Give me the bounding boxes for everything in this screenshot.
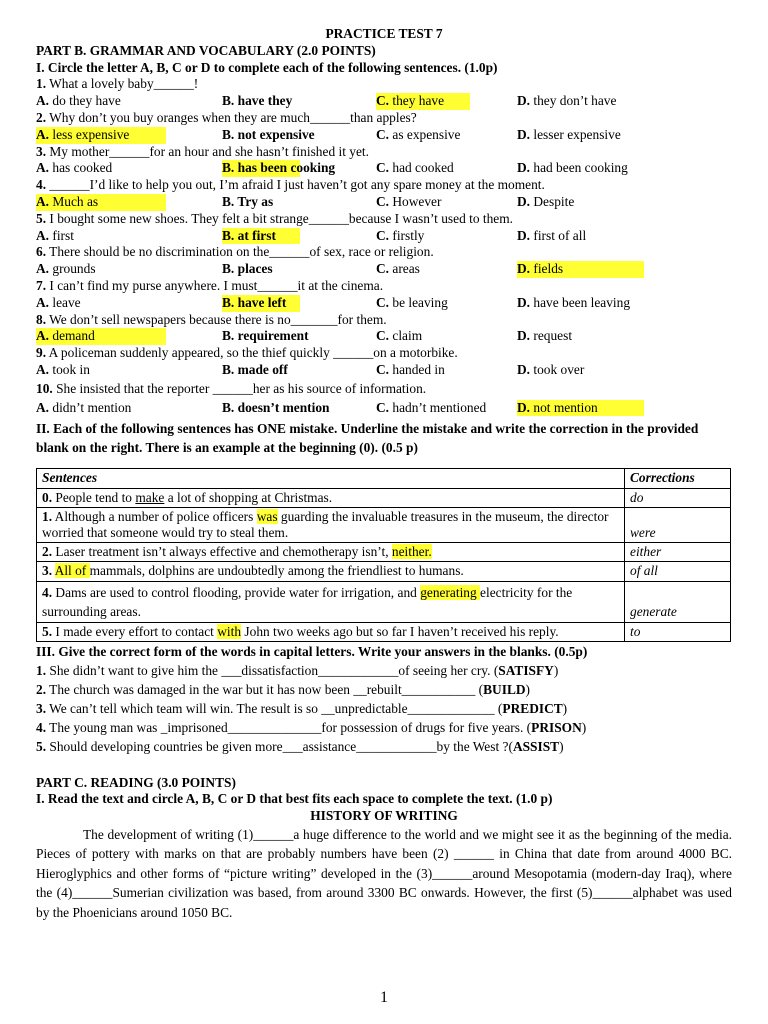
option-letter: C. [376, 361, 390, 377]
option-d [517, 362, 642, 379]
option-letter: B. [222, 361, 235, 377]
option-d [517, 261, 644, 278]
sentence-cell [37, 543, 625, 562]
sentence-number: 0. [42, 489, 53, 505]
option-letter: C. [376, 160, 390, 176]
table-row [37, 562, 731, 581]
option-letter: D. [517, 193, 531, 209]
item-end: ) [525, 681, 531, 697]
highlighted-mistake: neither. [391, 544, 432, 560]
option-b [222, 261, 298, 278]
correction-cell: generate [625, 581, 731, 622]
question-text: My mother______for an hour and she hasn’t finished it yet. [46, 143, 369, 159]
option-a [36, 295, 164, 312]
sentence-text: John two weeks ago but so far I haven’t received his reply. [241, 623, 559, 639]
word-form-item [36, 699, 732, 718]
sentence-cell [37, 488, 625, 507]
item-text: The young man was _imprisoned______________for possession of drugs for five years. ( [46, 720, 532, 736]
item-number: 4. [36, 720, 47, 736]
option-d [517, 328, 642, 345]
option-c [376, 93, 470, 110]
option-text: firstly [389, 227, 425, 243]
option-text: requirement [234, 328, 309, 344]
option-c [376, 160, 468, 177]
option-text: they have [389, 93, 445, 109]
option-text: have they [234, 93, 293, 109]
reading-paragraph: The development of writing (1)______a huge difference to the world and we might see it as the beginning of the media. Pieces of pottery with marks on that are probably numbers have been (2) ______ in China that date from around 4000 BC. Hieroglyphics and other forms of “picture writing” developed in the (3)______around Mesopotamia (modern-day Iraq), where the (4)______Sumerian civilization was based, from around 3300 BC onwards. However, the first (5)______alphabet was used by the Phoenicians around 1050 BC. [36, 826, 732, 920]
option-text: had been cooking [530, 160, 628, 176]
question-number: 3. [36, 143, 47, 159]
word-form-item [36, 737, 732, 756]
sentence-text: Dams are used to control flooding, provide water for irrigation, and [52, 584, 421, 600]
section-1-instruction: I. Circle the letter A, B, C or D to complete each of the following sentences. (1.0p) [36, 59, 498, 75]
option-text: first [49, 227, 74, 243]
option-c [376, 261, 468, 278]
question-stem [36, 381, 732, 398]
option-text: Much as [49, 193, 99, 209]
option-b [222, 126, 315, 144]
question-number: 4. [36, 177, 47, 193]
option-a [36, 160, 164, 177]
option-b [222, 194, 298, 211]
option-a [36, 328, 166, 345]
option-letter: C. [376, 193, 390, 209]
question-options [36, 295, 732, 312]
option-b [222, 295, 300, 312]
worksheet-page [36, 26, 732, 922]
option-letter: D. [517, 126, 531, 142]
option-text: doesn’t mention [234, 399, 330, 415]
question-stem [36, 312, 732, 329]
item-end: ) [559, 739, 564, 755]
sentence-text: I made every effort to contact [52, 623, 218, 639]
option-c [376, 399, 487, 417]
sentence-number: 2. [42, 544, 53, 560]
question-stem [36, 278, 732, 295]
question-options [36, 362, 732, 379]
question-text: What a lovely baby______! [46, 76, 199, 92]
option-letter: D. [517, 294, 531, 310]
option-text: took in [49, 361, 90, 377]
option-text: grounds [49, 261, 96, 277]
option-letter: A. [36, 399, 50, 415]
question-stem [36, 76, 732, 93]
option-b [222, 328, 309, 345]
question-options [36, 228, 732, 245]
question-stem [36, 177, 732, 194]
sentence-text: guarding the invaluable treasures in the museum, the director worried that someone would try to steal them. [42, 508, 609, 540]
option-c [376, 295, 468, 312]
option-letter: C. [376, 126, 390, 142]
question-text: ______I’d like to help you out, I’m afraid I just haven’t got any spare money at the moment. [46, 177, 545, 193]
highlighted-mistake: generating [420, 584, 481, 600]
option-letter: D. [517, 328, 531, 344]
option-letter: D. [517, 227, 531, 243]
option-text: has been cooking [234, 160, 336, 176]
section-3-instruction: III. Give the correct form of the words in capital letters. Write your answers in the blanks. (0.5p) [36, 643, 588, 659]
option-letter: B. [222, 227, 235, 243]
table-header-row [37, 469, 731, 488]
option-text: have left [234, 294, 287, 310]
question-options [36, 400, 732, 417]
item-text: Should developing countries be given more___assistance____________by the West ?( [46, 739, 513, 755]
option-text: leave [49, 294, 81, 310]
option-d [517, 160, 642, 177]
item-end: ) [562, 700, 568, 716]
question-text: Why don’t you buy oranges when they are much______than apples? [46, 109, 417, 125]
sentence-text: a lot of shopping at Christmas. [164, 489, 333, 505]
sentence-text: Laser treatment isn’t always effective and chemotherapy isn’t, [52, 544, 392, 560]
sentence-text: People tend to [52, 489, 136, 505]
option-text: made off [234, 361, 288, 377]
option-letter: B. [222, 399, 235, 415]
option-a [36, 362, 164, 379]
option-letter: B. [222, 261, 235, 277]
option-text: places [234, 261, 273, 277]
question-number: 1. [36, 76, 47, 92]
question-number: 5. [36, 210, 47, 226]
option-letter: B. [222, 126, 235, 142]
capital-word: ASSIST [512, 739, 560, 755]
section-2-instruction: II. Each of the following sentences has ONE mistake. Underline the mistake and write the correction in the provided blank on the right. There is an example at the beginning (0). (0.5 p) [36, 421, 699, 456]
option-letter: A. [36, 361, 50, 377]
option-letter: D. [517, 160, 531, 176]
option-text: took over [530, 361, 585, 377]
option-letter: B. [222, 328, 235, 344]
correction-cell: either [625, 543, 731, 562]
underlined-mistake: make [135, 489, 165, 505]
option-text: lesser expensive [530, 126, 621, 142]
option-letter: B. [222, 294, 235, 310]
option-a [36, 93, 164, 110]
option-letter: D. [517, 361, 531, 377]
sentence-text: electricity for the surrounding areas. [42, 584, 573, 619]
question-stem [36, 244, 732, 261]
question-number: 2. [36, 109, 47, 125]
option-letter: A. [36, 160, 50, 176]
option-b [222, 160, 336, 177]
option-d [517, 295, 642, 312]
capital-word: BUILD [483, 681, 526, 697]
option-letter: B. [222, 193, 235, 209]
option-d [517, 194, 642, 211]
option-d [517, 228, 642, 245]
capital-word: PREDICT [502, 700, 563, 716]
option-text: as expensive [389, 126, 461, 142]
item-number: 1. [36, 662, 47, 678]
option-text: at first [234, 227, 276, 243]
question-options [36, 261, 732, 278]
item-end: ) [553, 662, 559, 678]
table-row [37, 488, 731, 507]
option-text: be leaving [389, 294, 448, 310]
question-text: I can’t find my purse anywhere. I must______it at the cinema. [46, 277, 384, 293]
option-letter: A. [36, 227, 50, 243]
option-a [36, 194, 166, 211]
corrections-header: Corrections [625, 469, 731, 488]
option-b [222, 362, 298, 379]
option-letter: D. [517, 93, 531, 109]
item-number: 2. [36, 681, 47, 697]
table-row [37, 543, 731, 562]
option-text: not mention [530, 399, 598, 415]
sentence-number: 1. [42, 508, 53, 524]
highlighted-mistake: All of [54, 563, 90, 579]
option-text: areas [389, 261, 420, 277]
table-row [37, 581, 731, 622]
question-number: 6. [36, 244, 47, 260]
option-letter: D. [517, 399, 531, 415]
sentence-cell [37, 581, 625, 622]
item-number: 5. [36, 739, 47, 755]
option-text: had cooked [389, 160, 454, 176]
option-a [36, 400, 164, 417]
test-title: PRACTICE TEST 7 [325, 26, 443, 41]
question-stem [36, 211, 732, 228]
word-form-item [36, 718, 732, 737]
option-letter: B. [222, 93, 235, 109]
option-text: claim [389, 328, 423, 344]
option-letter: C. [376, 328, 390, 344]
question-options [36, 194, 732, 211]
correction-cell: were [625, 507, 731, 542]
highlighted-mistake: with [217, 623, 242, 639]
option-text: Try as [234, 193, 274, 209]
option-text: Despite [530, 193, 575, 209]
option-letter: C. [376, 261, 390, 277]
option-c [376, 228, 468, 245]
sentence-number: 3. [42, 563, 53, 579]
correction-cell: do [625, 488, 731, 507]
question-number: 8. [36, 311, 47, 327]
option-a [36, 127, 166, 144]
option-c [376, 362, 468, 379]
option-text: hadn’t mentioned [389, 399, 487, 415]
option-b [222, 93, 298, 110]
sentence-number: 5. [42, 623, 53, 639]
option-text: demand [49, 328, 95, 344]
question-text: A policeman suddenly appeared, so the thief quickly ______on a motorbike. [46, 345, 458, 361]
question-stem [36, 345, 732, 362]
option-text: request [530, 328, 573, 344]
option-c [376, 194, 468, 211]
question-text: She insisted that the reporter ______her as his source of information. [52, 380, 427, 396]
option-b [222, 228, 300, 245]
question-stem [36, 144, 732, 161]
question-number: 10. [36, 380, 53, 396]
sentence-text: Although a number of police officers [52, 508, 257, 524]
option-letter: C. [376, 227, 390, 243]
correction-cell: of all [625, 562, 731, 581]
option-d [517, 93, 642, 110]
option-letter: C. [376, 294, 390, 310]
sentences-header: Sentences [37, 469, 625, 488]
option-text: However [389, 193, 442, 209]
sentence-number: 4. [42, 584, 53, 600]
option-d [517, 127, 642, 144]
option-letter: A. [36, 261, 50, 277]
option-text: they don’t have [530, 93, 617, 109]
question-options [36, 93, 732, 110]
question-options [36, 127, 732, 144]
option-b [222, 399, 330, 417]
option-letter: C. [376, 399, 390, 415]
item-number: 3. [36, 700, 47, 716]
option-text: have been leaving [530, 294, 631, 310]
sentence-text: mammals, dolphins are undoubtedly among the friendliest to humans. [89, 563, 464, 579]
option-letter: A. [36, 294, 50, 310]
capital-word: SATISFY [498, 662, 554, 678]
option-text: handed in [389, 361, 445, 377]
option-letter: D. [517, 261, 531, 277]
option-letter: B. [222, 160, 235, 176]
correction-cell: to [625, 622, 731, 641]
highlighted-mistake: was [256, 508, 278, 524]
question-number: 7. [36, 277, 47, 293]
question-text: We don’t sell newspapers because there is no_______for them. [46, 311, 387, 327]
item-text: The church was damaged in the war but it has now been __rebuilt___________ ( [46, 681, 484, 697]
question-options [36, 328, 732, 345]
sentence-cell [37, 562, 625, 581]
part-c-instruction: I. Read the text and circle A, B, C or D that best fits each space to complete the text. (1.0 p) [36, 791, 553, 807]
table-row [37, 507, 731, 542]
option-c [376, 328, 468, 345]
table-row [37, 622, 731, 641]
item-text: She didn’t want to give him the ___dissatisfaction____________of seeing her cry. ( [46, 662, 499, 678]
option-letter: C. [376, 93, 390, 109]
option-c [376, 127, 468, 144]
question-options [36, 160, 732, 177]
question-text: I bought some new shoes. They felt a bit strange______because I wasn’t used to them. [46, 210, 514, 226]
multiple-choice-questions [36, 76, 732, 416]
part-c-heading: PART C. READING (3.0 POINTS) [36, 774, 236, 790]
option-text: didn’t mention [49, 399, 132, 415]
word-form-items [36, 661, 732, 757]
option-text: has cooked [49, 160, 113, 176]
question-stem [36, 110, 732, 127]
option-a [36, 228, 164, 245]
option-letter: A. [36, 126, 50, 142]
capital-word: PRISON [531, 720, 582, 736]
question-number: 9. [36, 345, 47, 361]
option-text: first of all [530, 227, 587, 243]
word-form-item [36, 661, 732, 680]
item-text: We can’t tell which team will win. The result is so __unpredictable_____________ ( [46, 700, 503, 716]
sentence-cell [37, 507, 625, 542]
option-text: not expensive [234, 126, 315, 142]
reading-title: HISTORY OF WRITING [310, 808, 458, 824]
option-text: fields [530, 261, 564, 277]
item-end: ) [581, 720, 587, 736]
page-number: 1 [380, 989, 388, 1006]
option-letter: A. [36, 193, 50, 209]
option-a [36, 261, 164, 278]
error-correction-table [36, 468, 731, 641]
option-letter: A. [36, 93, 50, 109]
option-text: do they have [49, 93, 121, 109]
question-text: There should be no discrimination on the______of sex, race or religion. [46, 244, 434, 260]
sentence-cell [37, 622, 625, 641]
option-letter: A. [36, 328, 50, 344]
part-b-heading: PART B. GRAMMAR AND VOCABULARY (2.0 POINTS) [36, 42, 376, 58]
option-d [517, 400, 644, 417]
option-text: less expensive [49, 126, 130, 142]
word-form-item [36, 680, 732, 699]
